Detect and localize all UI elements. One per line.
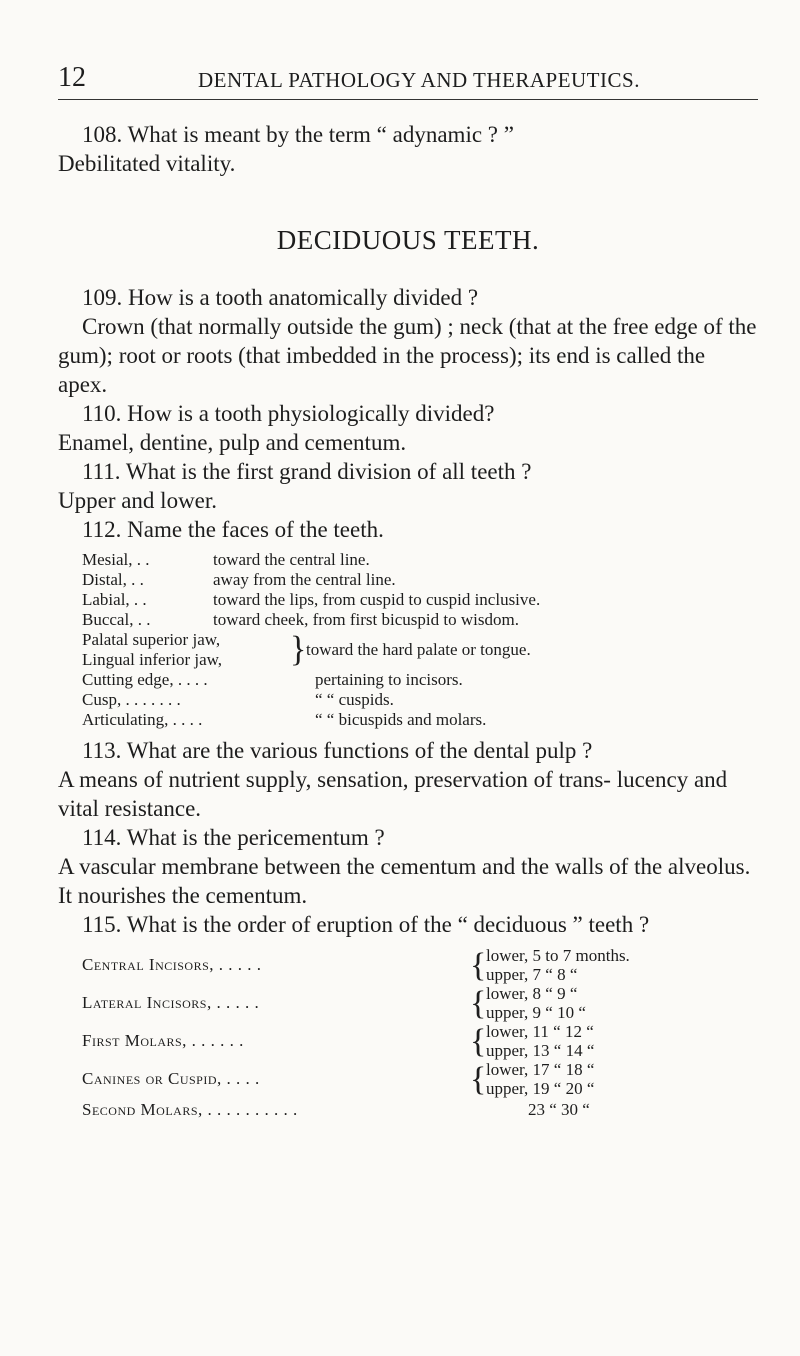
question-111: 111. What is the first grand division of all teeth ? xyxy=(82,459,532,484)
page-body xyxy=(58,120,758,1147)
face-term: Lingual inferior jaw, xyxy=(82,650,223,669)
faces-table xyxy=(82,550,758,730)
question-115: 115. What is the order of eruption of the “ deciduous ” teeth ? xyxy=(82,912,650,937)
face-desc: toward the hard palate or tongue. xyxy=(306,640,531,659)
question-109: 109. How is a tooth anatomically divided ? xyxy=(82,285,479,310)
eruption-range: upper, 7 “ 8 “ xyxy=(486,965,578,984)
eruption-tooth: First Molars, . . . . . . xyxy=(82,1031,244,1050)
answer-108: Debilitated vitality. xyxy=(58,151,236,176)
eruption-range: upper, 13 “ 14 “ xyxy=(486,1041,595,1060)
page-header xyxy=(58,58,758,98)
brace-symbol: } xyxy=(290,630,307,669)
brace-symbol: { xyxy=(470,947,487,984)
answer-113: A means of nutrient supply, sensation, preservation of trans- lucency and vital resistance. xyxy=(58,767,728,821)
faces-braced-row xyxy=(82,630,758,670)
face-term: Cutting edge, . . . . xyxy=(82,670,208,689)
faces-row xyxy=(82,670,758,690)
eruption-range: upper, 9 “ 10 “ xyxy=(486,1003,586,1022)
answer-111: Upper and lower. xyxy=(58,488,218,513)
faces-row xyxy=(82,550,758,570)
eruption-tooth: Second Molars, . . . . . . . . . . xyxy=(82,1100,298,1119)
face-term: Labial, . . xyxy=(82,590,147,609)
face-desc: pertaining to incisors. xyxy=(315,670,463,689)
faces-row xyxy=(82,570,758,590)
section-title: DECIDUOUS TEETH. xyxy=(276,225,540,255)
question-110: 110. How is a tooth physiologically divided? xyxy=(82,401,495,426)
running-title: DENTAL PATHOLOGY AND THERAPEUTICS. xyxy=(198,68,640,92)
answer-114: A vascular membrane between the cementum and the walls of the alveolus. It nourishes the cementum. xyxy=(58,854,751,908)
answer-109: Crown (that normally outside the gum) ; neck (that at the free edge of the gum); root or roots (that imbedded in the process); its end is called the apex. xyxy=(58,314,757,397)
brace-symbol: { xyxy=(470,1061,487,1098)
question-108: 108. What is meant by the term “ adynamic ? ” xyxy=(82,122,514,147)
face-desc: toward the lips, from cuspid to cuspid inclusive. xyxy=(213,590,541,609)
question-113: 113. What are the various functions of the dental pulp ? xyxy=(82,738,593,763)
faces-row xyxy=(82,590,758,610)
face-term: Distal, . . xyxy=(82,570,144,589)
page-number: 12 xyxy=(58,62,86,93)
eruption-range: lower, 5 to 7 months. xyxy=(486,946,630,965)
face-term: Cusp, . . . . . . . xyxy=(82,690,181,709)
eruption-tooth: Canines or Cuspid, . . . . xyxy=(82,1069,260,1088)
faces-row xyxy=(82,610,758,630)
face-desc: away from the central line. xyxy=(213,570,396,589)
answer-110: Enamel, dentine, pulp and cementum. xyxy=(58,430,407,455)
eruption-range: lower, 17 “ 18 “ xyxy=(486,1060,595,1079)
brace-symbol: { xyxy=(470,985,487,1022)
faces-row xyxy=(82,710,758,730)
eruption-range: upper, 19 “ 20 “ xyxy=(486,1079,595,1098)
eruption-table xyxy=(82,947,758,1147)
face-term: Buccal, . . xyxy=(82,610,151,629)
face-term: Palatal superior jaw, xyxy=(82,630,221,649)
question-114: 114. What is the pericementum ? xyxy=(82,825,385,850)
eruption-range: lower, 11 “ 12 “ xyxy=(486,1022,594,1041)
eruption-tooth: Lateral Incisors, . . . . . xyxy=(82,993,260,1012)
faces-row xyxy=(82,690,758,710)
brace-symbol: { xyxy=(470,1023,487,1060)
face-term: Mesial, . . xyxy=(82,550,150,569)
face-desc: toward the central line. xyxy=(213,550,370,569)
header-rule xyxy=(58,99,758,100)
eruption-range: 23 “ 30 “ xyxy=(528,1100,590,1119)
face-term: Articulating, . . . . xyxy=(82,710,203,729)
face-desc: toward cheek, from first bicuspid to wisdom. xyxy=(213,610,519,629)
eruption-range: lower, 8 “ 9 “ xyxy=(486,984,578,1003)
eruption-tooth: Central Incisors, . . . . . xyxy=(82,955,262,974)
question-112: 112. Name the faces of the teeth. xyxy=(82,517,384,542)
face-desc: “ “ bicuspids and molars. xyxy=(315,710,487,729)
face-desc: “ “ cuspids. xyxy=(315,690,394,709)
